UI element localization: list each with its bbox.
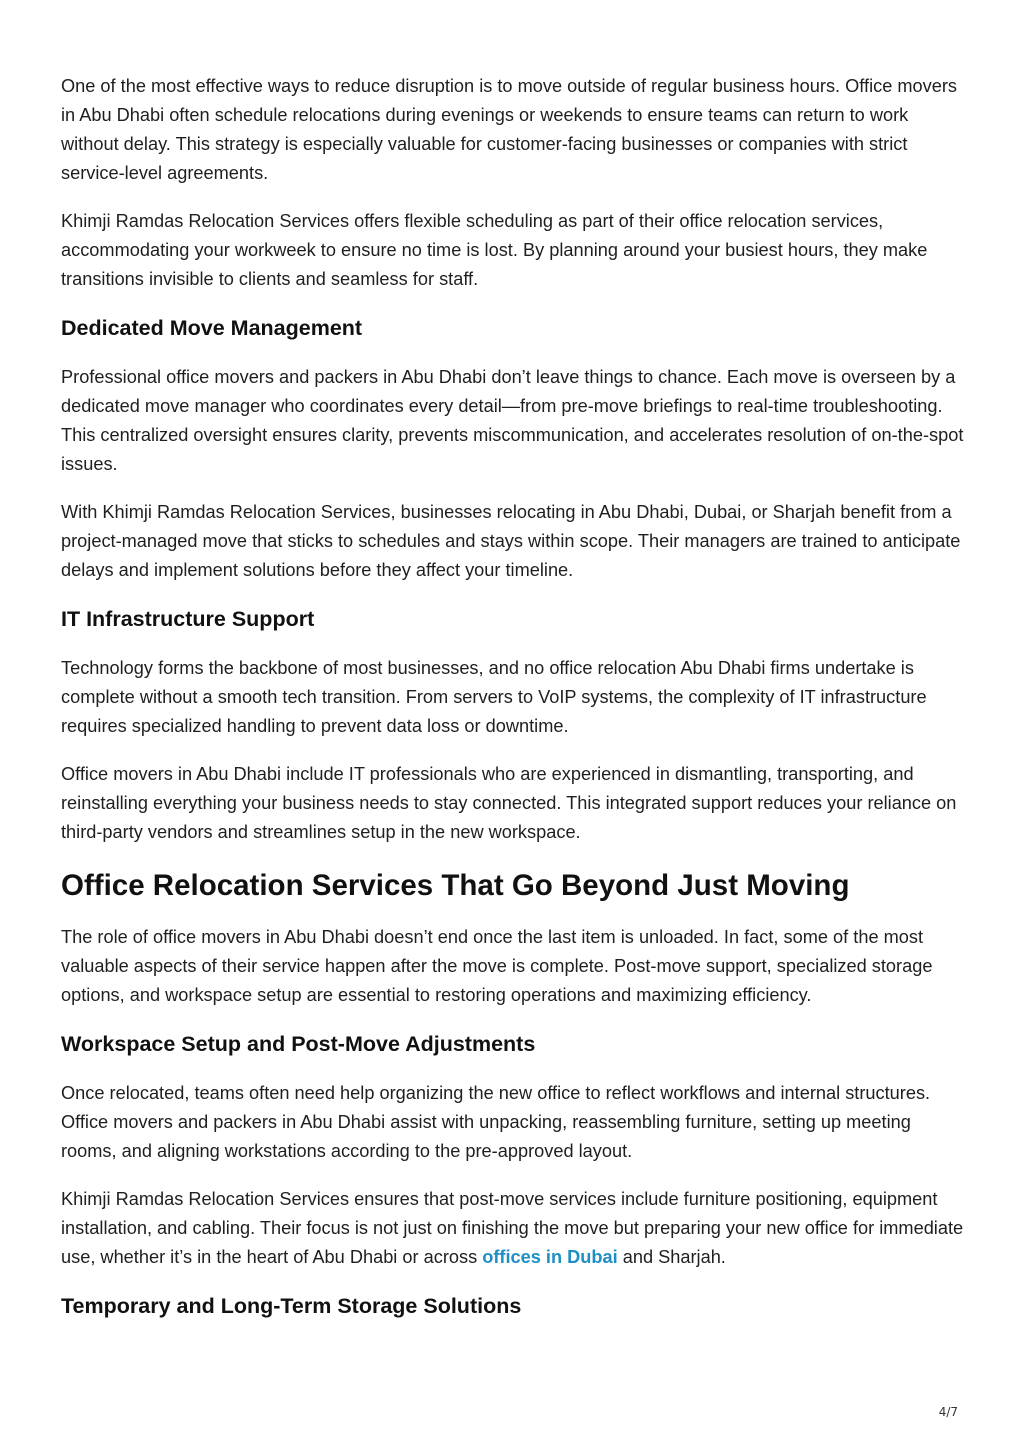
paragraph-flexible-scheduling: Khimji Ramdas Relocation Services offers flexible scheduling as part of their office relocation services, accommodating your workweek to ensure no time is lost. By planning around your busiest hours, they make transitions invisible to clients and seamless for staff. [61, 211, 928, 289]
heading-workspace-setup: Workspace Setup and Post-Move Adjustments [61, 1032, 536, 1056]
paragraph-post-move-text-start: Khimji Ramdas Relocation Services ensures that post-move services include furniture positioning, equipment installation, and cabling. Their focus is not just on finishing the move but preparing your new office for immediate use, whether it’s in the heart of Abu Dhabi or across [61, 1189, 964, 1267]
offices-in-dubai-link[interactable]: offices in Dubai [482, 1247, 618, 1267]
paragraph-tech-transition: Technology forms the backbone of most businesses, and no office relocation Abu Dhabi firms undertake is complete without a smooth tech transition. From servers to VoIP systems, the complexity of IT infrastructure requires specialized handling to prevent data loss or downtime. [61, 658, 927, 736]
paragraph-post-move-role: The role of office movers in Abu Dhabi doesn’t end once the last item is unloaded. In fact, some of the most valuable aspects of their service happen after the move is complete. Post-move support, specialized storage options, and workspace setup are essential to restoring operations and maximizing efficiency. [61, 927, 933, 1005]
heading-storage-solutions: Temporary and Long-Term Storage Solutions [61, 1294, 522, 1318]
paragraph-post-move-text-end: and Sharjah. [617, 1247, 726, 1267]
paragraph-organizing-new-office: Once relocated, teams often need help organizing the new office to reflect workflows and internal structures. Office movers and packers in Abu Dhabi assist with unpacking, reassembling furniture, setting up meeting rooms, and aligning workstations according to the pre-approved layout. [61, 1083, 931, 1161]
heading-dedicated-move-management: Dedicated Move Management [61, 316, 363, 340]
paragraph-project-managed-move: With Khimji Ramdas Relocation Services, businesses relocating in Abu Dhabi, Dubai, or Sharjah benefit from a project-managed move that sticks to schedules and stays within scope. Their managers are trained to anticipate delays and implement solutions before they affect your timeline. [61, 502, 961, 580]
paragraph-move-manager: Professional office movers and packers in Abu Dhabi don’t leave things to chance. Each move is overseen by a dedicated move manager who coordinates every detail—from pre-move briefings to real-time troubleshooting. This centralized oversight ensures clarity, prevents miscommunication, and accelerates resolution of on-the-spot issues. [61, 367, 964, 474]
paragraph-it-professionals: Office movers in Abu Dhabi include IT professionals who are experienced in dismantling, transporting, and reinstalling everything your business needs to stay connected. This integrated support reduces your reliance on third-party vendors and streamlines setup in the new workspace. [61, 764, 957, 842]
document-page [61, 72, 966, 1341]
heading-beyond-just-moving: Office Relocation Services That Go Beyond Just Moving [61, 869, 850, 902]
page-number: 4/7 [938, 1405, 958, 1419]
paragraph-post-move-services [61, 1185, 966, 1272]
paragraph-after-hours-moves: One of the most effective ways to reduce disruption is to move outside of regular business hours. Office movers in Abu Dhabi often schedule relocations during evenings or weekends to ensure teams can return to work without delay. This strategy is especially valuable for customer-facing businesses or companies with strict service-level agreements. [61, 76, 958, 183]
heading-it-infrastructure-support: IT Infrastructure Support [61, 607, 315, 631]
